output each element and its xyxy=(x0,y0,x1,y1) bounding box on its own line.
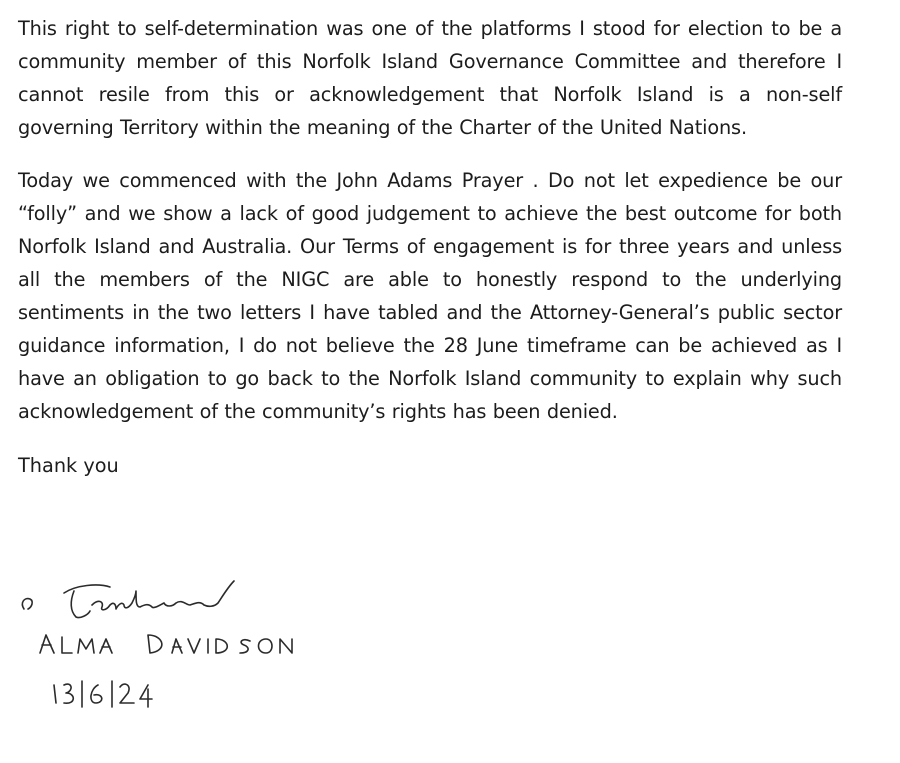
signature-d-stroke xyxy=(64,585,110,618)
signature-block xyxy=(18,557,338,727)
paragraph-self-determination: This right to self-determination was one of the platforms I stood for election to be a community member of this Norfolk Island Governance Committee and therefore I cannot resile from this or acknowledgement that Norfolk Island is a non-self governing Territory within the meaning of the Charter of the United Nations. xyxy=(18,17,842,139)
printed-name-strokes xyxy=(40,635,292,653)
date-strokes xyxy=(54,681,152,707)
closing-thank-you: Thank you xyxy=(18,454,119,477)
handwritten-signature-graphic xyxy=(18,557,338,727)
letter-page xyxy=(18,12,842,482)
paragraph-john-adams-prayer: Today we commenced with the John Adams Prayer . Do not let expedience be our “folly” and we show a lack of good judgement to achieve the best outcome for both Norfolk Island and Australia. Our Terms of engagement is for three years and unless all the members of the NIGC are able to honestly respond to the underlying sentiments in the two letters I have tabled and the Attorney-General’s public sector guidance information, I do not believe the 28 June timeframe can be achieved as I have an obligation to go back to the Norfolk Island community to explain why such acknowledgement of the community’s rights has been denied. xyxy=(18,169,842,423)
signature-tail-stroke xyxy=(92,581,234,610)
signature-initial-stroke xyxy=(22,599,32,609)
